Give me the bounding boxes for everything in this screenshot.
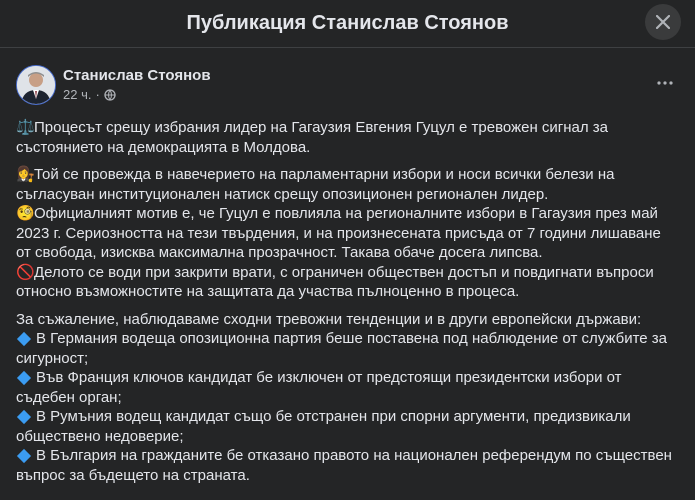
- list-item: Във Франция ключов кандидат бе изключен от предстоящи президентски избори от съдебен орган;: [16, 369, 622, 406]
- post-time[interactable]: 22 ч.: [63, 87, 92, 102]
- dialog-title: Публикация Станислав Стоянов: [186, 12, 509, 34]
- list-item: В Румъния водещ кандидат също бе отстранен при спорни аргументи, предизвикали обществено недоверие;: [16, 408, 631, 445]
- meta-separator: ·: [95, 87, 100, 102]
- monocle-face-icon: 🧐: [16, 205, 35, 222]
- author-block: [63, 67, 211, 103]
- blue-diamond-icon: [17, 370, 31, 384]
- paragraph-trends: За съжаление, наблюдаваме сходни тревожни тенденции и в други европейски държави:: [16, 310, 642, 328]
- list-item: В Германия водеща опозиционна партия беше поставена под наблюдение от службите за сигурност;: [16, 330, 668, 367]
- blue-diamond-icon: [17, 331, 31, 345]
- list-item: В България на гражданите бе отказано правото на национален референдум по съществен въпрос за бъдещето на страната.: [16, 447, 672, 484]
- prohibited-icon: 🚫: [16, 263, 35, 281]
- paragraph-motive: 🧐Официалният мотив е, че Гуцул е повлияла на регионалните избори в Гагаузия през май 2023 г. Сериозността на тези твърдения, и на произнесената присъда от 7 години лишаване от свобода, изисква максимална прозрачност. Такава обаче досега липсва.: [16, 205, 661, 261]
- author-name[interactable]: Станислав Стоянов: [63, 67, 211, 84]
- post-meta: [63, 87, 211, 103]
- paragraph-closed-doors: 🚫Делото се води при закрити врати, с ограничен обществен достъп и повдигнати въпроси относно възможностите на защитата да участва пълноценно в процеса.: [16, 263, 654, 300]
- more-options-button[interactable]: [651, 71, 679, 95]
- avatar-portrait-icon: [17, 66, 55, 104]
- blue-diamond-icon: [17, 448, 31, 462]
- post-header: [0, 65, 695, 111]
- close-icon: [656, 15, 670, 29]
- post-body: [0, 118, 695, 485]
- paragraph-context: 👩‍⚖️Той се провежда в навечерието на парламентарни избори и носи всички белези на съгласуван институционален натиск срещу опозиционен регионален лидер.: [16, 166, 615, 203]
- dialog-header: [0, 0, 695, 48]
- more-horizontal-icon: [657, 81, 673, 85]
- globe-icon: [104, 89, 116, 101]
- scales-icon: ⚖️: [16, 119, 35, 136]
- avatar[interactable]: [16, 65, 56, 105]
- paragraph-intro: ⚖️Процесът срещу избрания лидер на Гагаузия Евгения Гуцул е тревожен сигнал за състоянието на демокрацията в Молдова.: [16, 119, 609, 156]
- judge-icon: 👩‍⚖️: [16, 166, 35, 183]
- blue-diamond-icon: [17, 409, 31, 423]
- close-button[interactable]: [645, 4, 681, 40]
